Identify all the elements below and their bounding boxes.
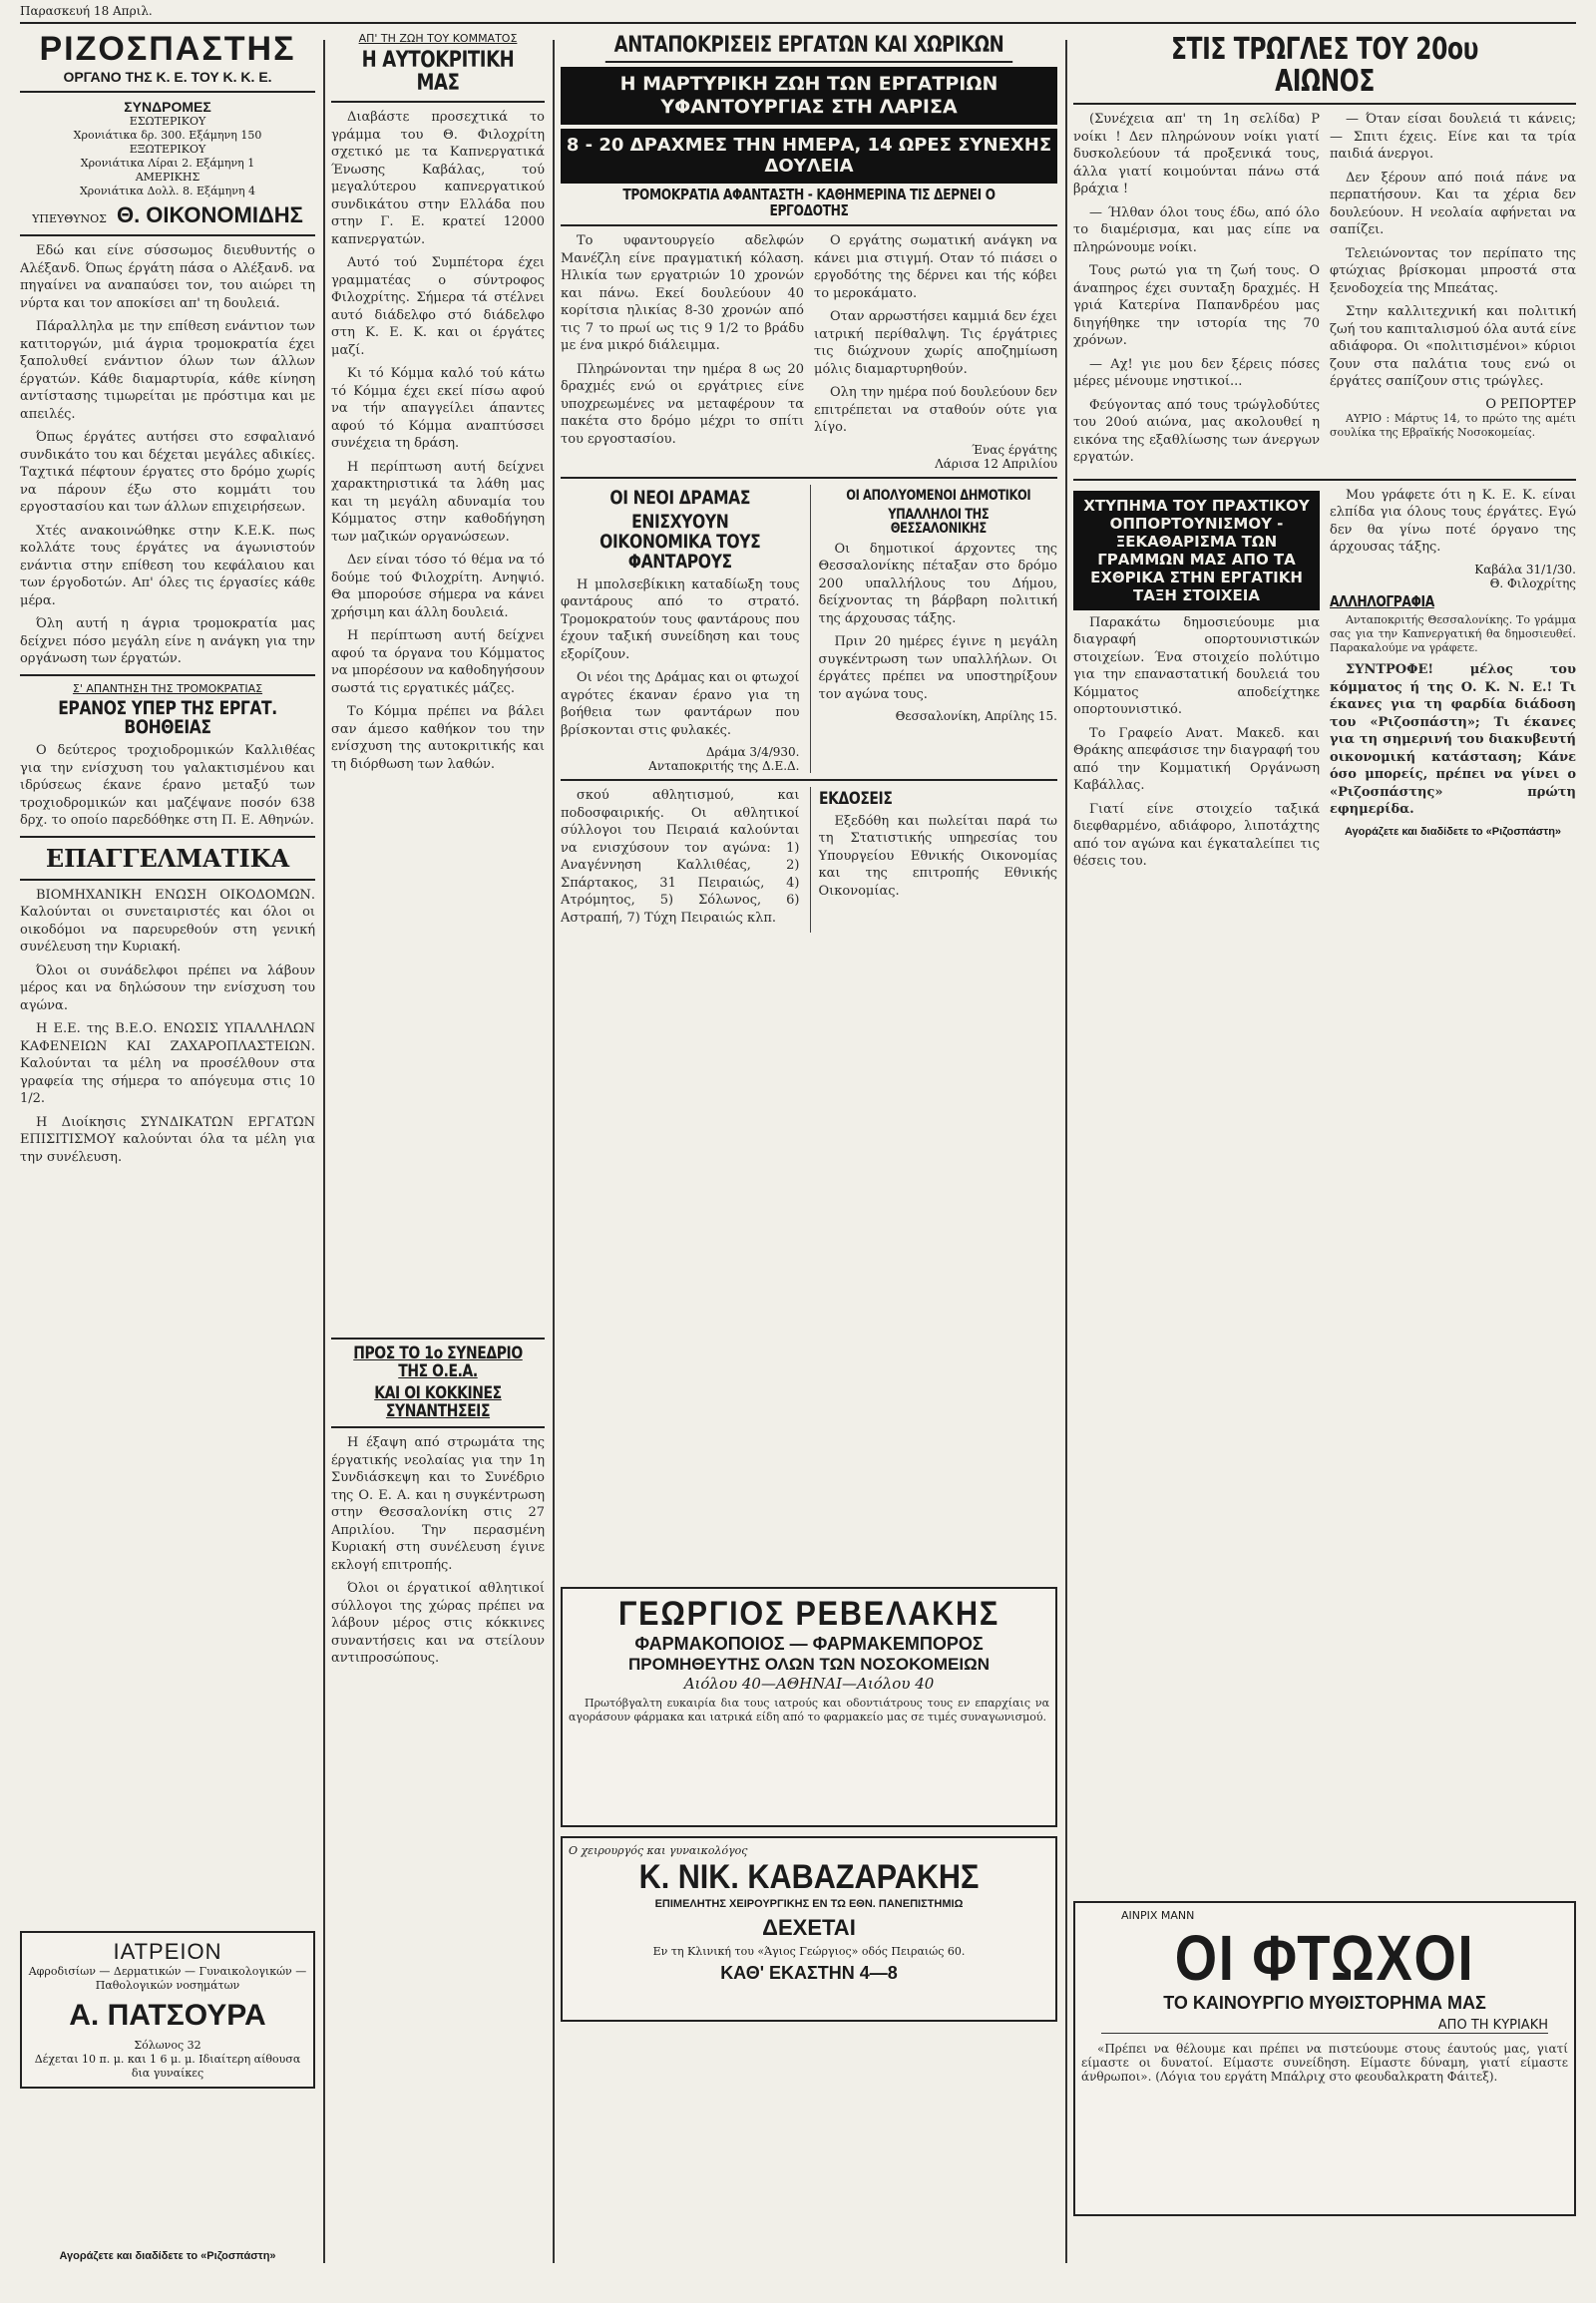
novel-author: ΑΙΝΡΙΧ ΜΑΝΝ <box>1121 1909 1195 1922</box>
divider <box>561 779 1057 781</box>
article-paragraph: Δεν είναι τόσο τό θέμα να τό δούμε τού Φιλοχρίτη. Ανηψιό. Θα μπορούσε σήμερα να κάνει χρήσιμη και άλλη δουλειά. <box>331 553 545 620</box>
article-paragraph: Το Γραφείο Ανατ. Μακεδ. και Θράκης απεφάσισε την διαγραφή του από την Κομματική Οργάνωση Καβάλλας. <box>1073 725 1320 793</box>
divider <box>331 1426 545 1428</box>
subscription-label: ΑΜΕΡΙΚΗΣ <box>135 171 200 184</box>
surgeon-hours: ΚΑΘ' ΕΚΑΣΤΗΝ 4—8 <box>720 1963 898 1983</box>
article-paragraph: — Αχ! γιε μου δεν ξέρεις πόσες μέρες μένουμε νηστικοί... <box>1073 356 1320 389</box>
article-paragraph: Οταν αρρωστήσει καμμιά δεν έχει ιατρική περίθαλψη. Τις έργάτριες τις διώχνουν χωρίς αποζημίωση μόλις διαμαρτυρηθούν. <box>814 309 1057 377</box>
subscription-line: Χρονιάτικα Λίραι 2. Εξάμηνη 1 <box>80 157 255 170</box>
article-dateline: Καβάλα 31/1/30. <box>1474 562 1576 576</box>
troglodytes-article-body <box>1073 111 1576 473</box>
subscription-label: ΕΣΩΤΕΡΙΚΟΥ <box>129 115 206 128</box>
article-headline: ΕΡΑΝΟΣ ΥΠΕΡ ΤΗΣ ΕΡΓΑΤ. ΒΟΗΘΕΙΑΣ <box>58 696 277 739</box>
divider <box>20 674 315 676</box>
article-paragraph: Διαβάστε προσεχτικά το γράμμα του Θ. Φιλοχρίτη σχετικό με τα Καπνεργατικά Ένωσης Καβάλας, τού μεγαλύτερου καπνεργατικού συνδικάτου στην Ελλάδα που στην Γ. Ε. κρατεί 12000 καπνεργατών. <box>331 110 545 247</box>
masthead-subtitle: ΟΡΓΑΝΟ ΤΗΣ Κ. Ε. ΤΟΥ Κ. Κ. Ε. <box>63 69 272 85</box>
pharmacy-advertisement <box>561 1587 1057 1827</box>
clinic-address: Σόλωνος 32 <box>134 2039 201 2052</box>
editor-label: ΥΠΕΥΘΥΝΟΣ <box>32 212 107 225</box>
divider <box>20 836 315 838</box>
article-paragraph: Κι τό Κόμμα καλό τού κάτω τό Κόμμα έχει εκεί πίσω αφού να τήν απαγγείλει άπαντες αφού τό Κόμμα αναπτύσσει συνέχεια τη δράση. <box>331 366 545 452</box>
section-headline: ΕΚΔΟΣΕΙΣ <box>818 789 892 810</box>
subscription-label: ΕΞΩΤΕΡΙΚΟΥ <box>129 143 206 156</box>
article-paragraph: Ο εργάτης σωματική ανάγκη να κάνει μια στιγμή. Οταν τό πιάσει ο εργοδότης της δέρνει και τής κόβει το μεροκάματο. <box>814 233 1057 301</box>
surgeon-title: ΕΠΙΜΕΛΗΤΗΣ ΧΕΙΡΟΥΡΓΙΚΗΣ ΕΝ ΤΩ ΕΘΝ. ΠΑΝΕΠΙΣΤΗΜΙΩ <box>654 1898 964 1910</box>
article-signature: Θ. Φιλοχρίτης <box>1489 576 1576 590</box>
surgeon-name: Κ. ΝΙΚ. ΚΑΒΑΖΑΡΑΚΗΣ <box>638 1858 980 1896</box>
article-paragraph: Πάραλληλα με την επίθεση ενάντιον των κατιτοργών, μιά άγρια τρομοκρατία έχει ξαπολυθεί ενάντιον όλων των άλλων έργατών. Κάθε διαμαρτυρία, κάθε κίνηση αντίστασης τιμωρείται με πρόστιμα και με απειλές. <box>20 319 315 422</box>
article-paragraph: Πληρώνονται την ημέρα 8 ως 20 δραχμές ενώ οι εργάτριες είνε υποχρεωμένες να μεταφέρουν τα πακέτα στο δρόμο μέχρι το σπίτι του εργοστασίου. <box>561 361 804 447</box>
appeal-paragraph: ΣΥΝΤΡΟΦΕ! μέλος του κόμματος ή της Ο. Κ. Ν. Ε.! Τι έκανες για τη φαρδία διάδοση του «Ριζοσπάστη»; Τι έκανες για τη σημερινή του διακυβευτή οικονομική κατάσταση; Κάνε όσο μπορείς, πρέπει να γίνει ο «Ριζοσπάστης» πρώτη εφημερίδα. <box>1330 662 1576 818</box>
section-kicker: Σ' ΑΠΑΝΤΗΣΗ ΤΗΣ ΤΡΟΜΟΚΡΑΤΙΑΣ <box>72 681 263 695</box>
article-paragraph: Η έξαψη από στρωμάτα της έργατικής νεολαίας για την 1η Συνδιάσκεψη και το Συνέδριο της Ο. Ε. Α. και η συγκέντρωση στην Θεσσαλονίκη στις 27 Απριλίου. Την περασμένη Κυριακή στη συνέλευση έγινε εκλογή επιτροπής. <box>331 1435 545 1573</box>
article-signature: Ανταποκριτής της Δ.Ε.Δ. <box>648 759 800 774</box>
article-paragraph: Πριν 20 ημέρες έγινε η μεγάλη συγκέντρωση των υπαλλήλων. Οι έργάτες πρέπει να υποστηρίξουν τον αγώνα τους. <box>818 634 1057 702</box>
editor-line <box>20 202 315 228</box>
article-paragraph: Χτές ανακοινώθηκε στην Κ.Ε.Κ. πως κολλάτε τους έργάτες να άγωνιστούν ενάντια στην επίθεση του κεφάλαιου και των έργοδοτών. Απ' όλες τις έργασίες κάθε μέρα. <box>20 523 315 608</box>
article-subheadline: ΚΑΙ ΟΙ ΚΟΚΚΙΝΕΣ ΣΥΝΑΝΤΗΣΕΙΣ <box>374 1382 502 1421</box>
divider <box>20 234 315 236</box>
clinic-title: ΙΑΤΡΕΙΟΝ <box>113 1939 222 1964</box>
article-paragraph: — Ήλθαν όλοι τους έδω, από όλο το διαμέρισμα, και μας είπε να πληρώνουμε νοίκι. <box>1073 204 1320 255</box>
article-headline: ΟΙ ΑΠΟΛΥΟΜΕΝΟΙ ΔΗΜΟΤΙΚΟΙ <box>845 487 1030 504</box>
clinic-specialties: Αφροδισίων — Δερματικών — Γυναικολογικών — Παθολογικών νοσημάτων <box>28 1965 307 1992</box>
section-headline: ΕΠΑΓΓΕΛΜΑΤΙΚΑ <box>45 843 290 873</box>
section-kicker: ΑΠ' ΤΗ ΖΩΗ ΤΟΥ ΚΟΜΜΑΤΟΣ <box>358 32 518 45</box>
article-paragraph: Ολη την ημέρα πού δουλεύουν δεν επιτρέπεται να σταθούν ούτε για λίγο. <box>814 385 1057 436</box>
clinic-advertisement <box>20 1931 315 2089</box>
article-paragraph: ΑΥΡΙΟ : Μάρτυς 14, το πρώτο της αμέτι σουλίκα της Εβραϊκής Νοσοκομείας. <box>1330 411 1576 439</box>
article-dateline: Δράμα 3/4/930. <box>705 745 800 760</box>
promo-note: Αγοράζετε και διαδίδετε το «Ριζοσπάστη» <box>1344 825 1562 838</box>
athletics-row <box>561 787 1057 933</box>
article-dateline: Θεσσαλονίκη, Απρίλης 15. <box>895 709 1057 724</box>
lower-section <box>1073 487 1576 877</box>
athletics-text <box>561 787 800 933</box>
text-column <box>814 232 1057 471</box>
divider <box>20 91 315 93</box>
surgeon-intro: Ο χειρουργός και γυναικολόγος <box>569 1844 748 1857</box>
article-subheadline: ΤΡΟΜΟΚΡΑΤΙΑ ΑΦΑΝΤΑΣΤΗ - ΚΑΘΗΜΕΡΙΝΑ ΤΙΣ ΔΕΡΝΕΙ Ο ΕΡΓΟΔΟΤΗΣ <box>622 185 996 219</box>
article-paragraph: Η περίπτωση αυτή δείχνει αφού τα όργανα του Κόμματος να μπορέσουν να καθοδηγήσουν σωστά τις εργατικές μάζες. <box>331 628 545 696</box>
article-paragraph: Όλη αυτή η άγρια τρομοκρατία μας δείχνει πόσο μεγάλη είνε η ανάγκη για την οργάνωση των έργατών. <box>20 616 315 666</box>
column-rule <box>323 40 325 2263</box>
clinic-doctor-name: Α. ΠΑΤΣΟΥΡΑ <box>69 1999 266 2032</box>
divider <box>331 101 545 103</box>
article-paragraph: Η Διοίκησις ΣΥΝΔΙΚΑΤΩΝ ΕΡΓΑΤΩΝ ΕΠΙΣΙΤΙΣΜΟΥ καλούνται όλα τα μέλη για την συνέλευση. <box>20 1114 315 1165</box>
promo-note: Αγοράζετε και διαδίδετε το «Ριζοσπάστη» <box>59 2250 276 2262</box>
letters-column <box>1330 487 1576 877</box>
clinic-hours: Δέχεται 10 π. μ. και 1 6 μ. μ. Ιδιαίτερη αίθουσα δια γυναίκες <box>34 2053 301 2080</box>
article-signature: Ένας έργάτης <box>972 442 1057 457</box>
article-paragraph: — Όταν είσαι δουλειά τι κάνεις; — Σπιτι έχεις. Είνε και τα τρία παιδιά άνεργοι. <box>1330 112 1576 162</box>
page-header-line: Παρασκευή 18 Απριλ. <box>20 4 153 18</box>
article-paragraph: Όλοι οι συνάδελφοι πρέπει να λάβουν μέρος και να δηλώσουν την ενίσχυση του αγώνα. <box>20 962 315 1013</box>
column-rule <box>553 40 555 2263</box>
article-paragraph: Εδώ και είνε σύσσωμος διευθυντής ο Αλέξανδ. Όπως έργάτη πάσα ο Αλέξανδ. να πηγαίνει να αναπαύσει τον, του αιώρει τη νύρτα και τον αποκίσει απ' τη δουλειά. <box>20 243 315 311</box>
top-rule <box>20 22 1576 24</box>
two-articles-row <box>561 485 1057 773</box>
editor-name: Θ. ΟΙΚΟΝΟΜΙΔΗΣ <box>116 202 303 227</box>
article-paragraph: Η μπολσεβίκικη καταδίωξη τους φαντάρους από το στρατό. Τρομοκρατούν τους φαντάρους που έχουν ταξική συνείδηση και τους εξορίζουν. <box>561 576 800 662</box>
article-paragraph: Οι δημοτικοί άρχοντες της Θεσσαλονίκης πέταξαν στο δρόμο 200 υπαλλήλους του Δήμου, δείχνοντας τη βάρβαρη πολιτική της άρχουσας τάξης. <box>818 541 1057 626</box>
masthead: ΡΙΖΟΣΠΑΣΤΗΣ <box>39 30 296 68</box>
text-column <box>561 232 804 471</box>
expulsion-article <box>1073 487 1320 877</box>
novel-start: ΑΠΟ ΤΗ ΚΥΡΙΑΚΗ <box>1101 2018 1548 2034</box>
column-2 <box>331 30 545 2284</box>
publications-section <box>810 787 1058 933</box>
divider <box>1073 479 1576 481</box>
article-paragraph: Παρακάτω δημοσιεύουμε μια διαγραφή οπορτουνιστικών στοιχείων. Ένα στοιχείο πολύτιμο για την επαναστατική δουλειά του Κόμματος αποδείχτηκε οπορτουνιστικό. <box>1073 614 1320 717</box>
article-headline: ΟΙ ΝΕΟΙ ΔΡΑΜΑΣ <box>609 486 751 509</box>
article-dateline: Λάρισα 12 Απριλίου <box>935 456 1057 471</box>
divider <box>20 879 315 881</box>
article-paragraph: Η περίπτωση αυτή δείχνει χαρακτηριστικά τα λάθη μας και τη μεγάλη αδυναμία του Κόμματος στην καθοδήγηση των μαζικών οργανώσεων. <box>331 459 545 545</box>
surgeon-address: Εν τη Κλινική του «Άγιος Γεώργιος» οδός Πειραιώς 60. <box>652 1945 966 1958</box>
text-column <box>1330 111 1576 473</box>
article-headline: ΣΤΙΣ ΤΡΩΓΛΕΣ ΤΟΥ 20ου ΑΙΩΝΟΣ <box>1170 32 1479 99</box>
article-headline: ΧΤΥΠΗΜΑ ΤΟΥ ΠΡΑΧΤΙΚΟΥ ΟΠΠΟΡΤΟΥΝΙΣΜΟΥ - ΞΕΚΑΘΑΡΙΣΜΑ ΤΩΝ ΓΡΑΜΜΩΝ ΜΑΣ ΑΠΟ ΤΑ ΕΧΘΡΙΚΑ ΣΤΗΝ ΕΡΓΑΤΙΚΗ ΤΑΞΗ ΣΤΟΙΧΕΙΑ <box>1073 491 1320 610</box>
article-paragraph: Οι νέοι της Δράμας και οι φτωχοί αγρότες έκαναν έρανο για τη βοήθεια των φαντάρων που βρίσκονται στις φυλακές. <box>561 670 800 738</box>
article-paragraph: Εξεδόθη και πωλείται παρά τω τη Στατιστικής υπηρεσίας του Υπουργείου Εθνικής Οικονομίας και της επιτροπής Εθνικής Οικονομίας. <box>818 813 1057 899</box>
novel-title: ΟΙ ΦΤΩΧΟΙ <box>1174 1922 1475 1994</box>
article-subheadline: 8 - 20 ΔΡΑΧΜΕΣ ΤΗΝ ΗΜΕΡΑ, 14 ΩΡΕΣ ΣΥΝΕΧΗΣ ΔΟΥΛΕΙΑ <box>561 129 1057 184</box>
column-3 <box>561 30 1057 2284</box>
article-paragraph: σκού αθλητισμού, και ποδοσφαιρικής. Οι αθλητικοί σύλλογοι του Πειραιά καλούνται να ενισχύσουν τον αγώνα: 1) Αναγέννηση Καλλιθέας, 2) Σπάρτακος, 31 Πειραιώς, 4) Ατρόμητος, 5) Σόλωνος, 6) Αστραπή, 7) Τύχη Πειραιώς κλπ. <box>561 788 800 926</box>
divider <box>561 224 1057 226</box>
divider <box>1073 103 1576 105</box>
divider <box>331 1338 545 1340</box>
article-headline: ΠΡΟΣ ΤΟ 1ο ΣΥΝΕΔΡΙΟ ΤΗΣ Ο.Ε.Α. <box>353 1343 523 1381</box>
subscription-line: Χρονιάτικα δρ. 300. Εξάμηνη 150 <box>73 129 262 142</box>
surgeon-advertisement <box>561 1836 1057 2022</box>
pharmacy-line: ΦΑΡΜΑΚΟΠΟΙΟΣ — ΦΑΡΜΑΚΕΜΠΟΡΟΣ <box>634 1634 984 1654</box>
pharmacy-text: Πρωτόβγαλτη ευκαιρία δια τους ιατρούς και οδοντιάτρους τους εν επαρχίαις να αγοράσουν φάρμακα και ιατρικά είδη από το φαρμακείο μας σε τιμές συναγωνισμού. <box>569 1697 1049 1724</box>
surgeon-receives: ΔΕΧΕΤΑΙ <box>762 1915 856 1940</box>
article-paragraph: Όπως έργάτες αυτήσει στο εσφαλιανό συνδικάτο του και δέχεται μεγάλες αδικίες. Ταχτικά πέφτουν έργατες στο δρόμο χωρίς να πάρουν έξω στο κομμάτι του εργοστασίου και των άλλων επιχειρήσεων. <box>20 430 315 515</box>
article-paragraph: Δεν ξέρουν από ποιά πάνε να περπατήσουν. Και τα χέρια δεν δουλεύουν. Η νεολαία αφήνεται να σαπίζει. <box>1330 170 1576 237</box>
section-headline: ΑΛΛΗΛΟΓΡΑΦΙΑ <box>1330 591 1434 610</box>
congress-article <box>331 1332 545 1674</box>
pharmacy-address: Αιόλου 40—ΑΘΗΝΑΙ—Αιόλου 40 <box>683 1675 935 1693</box>
article-paragraph: Το Κόμμα πρέπει να βάλει σαν άμεσο καθήκον του την ενίσχυση της αυτοκριτικής και τη διόρθωση των λαθών. <box>331 704 545 772</box>
article-paragraph: ΒΙΟΜΗΧΑΝΙΚΗ ΕΝΩΣΗ ΟΙΚΟΔΟΜΩΝ. Καλούνται οι συνεταιριστές και όλοι οι οικοδόμοι να παρευρεθούν στη γενική συνέλευση την Κυριακή. <box>20 887 315 956</box>
novel-subtitle: ΤΟ ΚΑΙΝΟΥΡΓΙΟ ΜΥΘΙΣΤΟΡΗΜΑ ΜΑΣ <box>1163 1993 1486 2014</box>
column-rule <box>1065 40 1067 2263</box>
divider <box>561 477 1057 479</box>
subscriptions-title: ΣΥΝΔΡΟΜΕΣ <box>124 99 211 115</box>
pharmacy-line: ΠΡΟΜΗΘΕΥΤΗΣ ΟΛΩΝ ΤΩΝ ΝΟΣΟΚΟΜΕΙΩΝ <box>628 1655 990 1674</box>
thessaloniki-article <box>810 485 1058 773</box>
section-banner: ΑΝΤΑΠΟΚΡΙΣΕΙΣ ΕΡΓΑΤΩΝ ΚΑΙ ΧΩΡΙΚΩΝ <box>605 34 1012 63</box>
article-paragraph: Το υφαντουργείο αδελφών Μανέζλη είνε πραγματική κόλαση. Ηλικία των εργατριών 10 χρονών και πάνω. Εκεί δουλεύουν 40 κορίτσια ηλικίας 8-30 χρονών από τις 7 το πρωί ως τις 9 1/2 το βράδυ με ένα μικρό διάλειμμα. <box>561 233 804 354</box>
article-paragraph: Γιατί είνε στοιχείο ταξικά διεφθαρμένο, αδιάφορο, λιποτάχτης από τον αγώνα και έγκαταλείπει τις θέσεις του. <box>1073 801 1320 869</box>
article-paragraph: Φεύγοντας από τους τρώγλοδύτες του 20ού αιώνα, μας ακολουθεί η εικόνα της εξαθλίωσης των άνεργων εργατών. <box>1073 397 1320 465</box>
article-paragraph: Τους ρωτώ για τη ζωή τους. Ο άναπηρος έχει συνταξη δραχμές. Η γριά Κατερίνα Παπανδρέου μας διηγήθηκε την ιστορία της 70 χρόνων. <box>1073 263 1320 348</box>
article-paragraph: Ανταποκριτής Θεσσαλονίκης. Το γράμμα σας για την Καπνεργατική θα δημοσιευθεί. Παρακαλούμε να γράφετε. <box>1330 613 1576 655</box>
article-paragraph: Μου γράφετε ότι η Κ. Ε. Κ. είναι ελπίδα για όλους τους έργάτες. Εγώ δεν θα γίνω ποτέ όργανο της άρχουσας τάξης. <box>1330 487 1576 555</box>
article-subheadline: ΥΠΑΛΛΗΛΟΙ ΤΗΣ ΘΕΣΣΑΛΟΝΙΚΗΣ <box>887 506 989 538</box>
article-signature: Ο ΡΕΠΟΡΤΕΡ <box>1485 396 1576 412</box>
pharmacist-name: ΓΕΩΡΓΙΟΣ ΡΕΒΕΛΑΚΗΣ <box>617 1595 1000 1633</box>
text-column <box>1073 111 1320 473</box>
article-subheadline: ΕΝΙΣΧΥΟΥΝ ΟΙΚΟΝΟΜΙΚΑ ΤΟΥΣ ΦΑΝΤΑΡΟΥΣ <box>599 510 761 573</box>
article-headline: Η ΜΑΡΤΥΡΙΚΗ ΖΩΗ ΤΩΝ ΕΡΓΑΤΡΙΩΝ ΥΦΑΝΤΟΥΡΓΙΑΣ ΣΤΗ ΛΑΡΙΣΑ <box>561 67 1057 125</box>
novel-quote: «Πρέπει να θέλουμε και πρέπει να πιστεύουμε στους έαυτούς μας, γιατί είμαστε οι δυνατοί. Είμαστε συνείδηση. Είμαστε δύναμη, γιατί είμαστε άνθρωποι». (Λόγια του εργάτη Μπάλριχ στο φεουδαλκρατη Φάιτεξ). <box>1081 2042 1568 2085</box>
column-1 <box>20 30 315 2284</box>
article-paragraph: Τελειώνοντας τον περίπατο της φτώχιας βρίσκομαι μπροστά στα ξενοδοχεία της Μπεάτας. <box>1330 245 1576 296</box>
article-paragraph: Η Ε.Ε. της Β.Ε.Ο. ΕΝΩΣΙΣ ΥΠΑΛΛΗΛΩΝ ΚΑΦΕΝΕΙΩΝ ΚΑΙ ΖΑΧΑΡΟΠΛΑΣΤΕΙΩΝ. Καλούνται τα μέλη να προσέλθουν στα γραφεία της σήμερα το απόγευμα στις 10 1/2. <box>20 1021 315 1107</box>
article-paragraph: Στην καλλιτεχνική και πολιτική ζωή του καπιταλισμού όλα αυτά είνε αδιάφορα. Οι «πολιτισμένοι» κύριοι ζουν στα παλάτια τους ενώ οι έργάτες σαπίζουν στις τρώγλες. <box>1330 304 1576 389</box>
article-paragraph: (Συνέχεια απ' τη 1η σελίδα) Ρ νοίκι ! Δεν πληρώνουν νοίκι γιατί δυσκολεύουν τά προξενικά τους, άλλα γιατί κοιμούνται πάνω στά βράχια ! <box>1073 112 1320 196</box>
article-headline: Η ΑΥΤΟΚΡΙΤΙΚΗ ΜΑΣ <box>361 48 515 97</box>
novel-advertisement <box>1073 1901 1576 2216</box>
article-paragraph: Όλοι οι έργατικοί αθλητικοί σύλλογοι της χώρας πρέπει να λάβουν μέρος στις κόκκινες συναντήσεις και να στείλουν αντιπροσώπους. <box>331 1581 545 1667</box>
subscription-line: Χρονιάτικα Δολλ. 8. Εξάμηνη 4 <box>79 185 256 197</box>
column-4 <box>1073 30 1576 2284</box>
article-paragraph: Ο δεύτερος τροχιοδρομικών Καλλιθέας για την ενίσχυση του γαλακτισμένου και ιδρύσεως έκανε έρανο μεταξύ των τροχιοδρομικών και μαζέψανε ποσόν 638 δρχ. το οποίο παρεδόθηκε στη Π. Ε. Αθηνών. <box>20 743 315 829</box>
larisa-article-body <box>561 232 1057 471</box>
drama-article <box>561 485 800 773</box>
article-paragraph: Αυτό τού Συμπέτορα έχει γραμματέας ο σύντροφος Φιλοχρίτης. Σήμερα τά στέλνει αυτό διάδελφο στό διάδελφο στη Κ. Ε. Κ. και οι έργάτες μαζί. <box>331 255 545 358</box>
